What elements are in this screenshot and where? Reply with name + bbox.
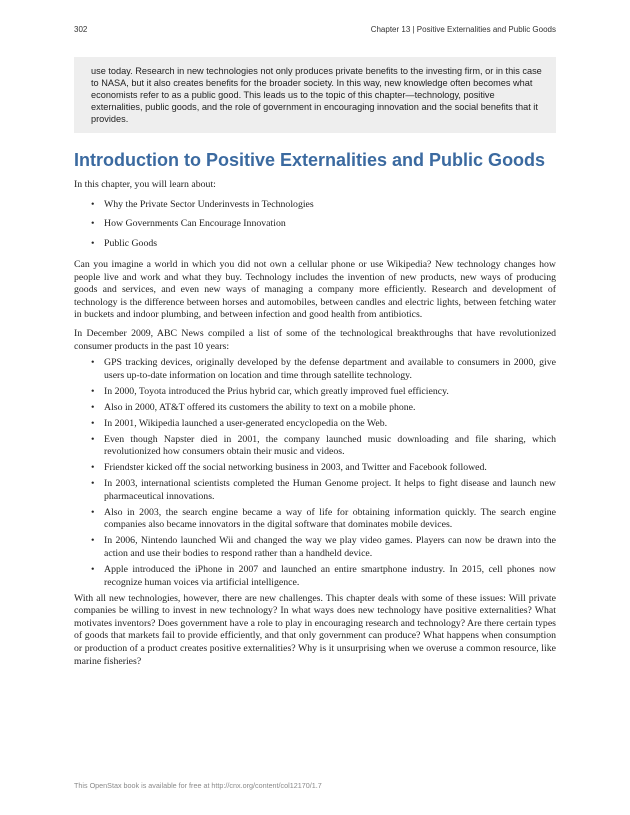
list-item: • GPS tracking devices, originally developed by the defense department and available to consumers in 2000, give users up-to-date information on location and time through satellite technology. [74,357,556,382]
breakthroughs-list [74,357,556,589]
list-item: • In 2006, Nintendo launched Wii and changed the way we play video games. Players can now be drawn into the action and use their bodies to respond rather than a handheld device. [74,535,556,560]
list-item: • In 2001, Wikipedia launched a user-generated encyclopedia on the Web. [74,418,556,431]
running-head: Chapter 13 | Positive Externalities and Public Goods [370,25,556,34]
list-item: • Why the Private Sector Underinvests in Technologies [74,199,556,212]
section-title: Introduction to Positive Externalities and Public Goods [74,150,546,170]
paragraph: In December 2009, ABC News compiled a list of some of the technological breakthroughs that have revolutionized consumer products in the past 10 years: [74,327,556,352]
topics-list [74,199,556,251]
intro-text: In this chapter, you will learn about: [74,179,216,190]
list-item: • Public Goods [74,238,556,251]
footer-note: This OpenStax book is available for free at http://cnx.org/content/col12170/1.7 [74,781,322,790]
list-item: • In 2000, Toyota introduced the Prius hybrid car, which greatly improved fuel efficiency. [74,386,556,399]
list-item: • Friendster kicked off the social networking business in 2003, and Twitter and Facebook followed. [74,462,556,475]
list-item: • Also in 2003, the search engine became a way of life for obtaining information quickly. The search engine companies also became innovators in the digital software that dominates mobile devices. [74,507,556,532]
page-number: 302 [74,25,88,34]
callout-box [74,57,556,133]
list-item: • How Governments Can Encourage Innovation [74,218,556,231]
callout-text: use today. Research in new technologies not only produces private benefits to the investing firm, or in this case to NASA, but it also creates benefits for the broader society. In this way, new knowledge often becomes what economists refer to as a public good. This leads us to the topic of this chapter—technology, positive externalities, public goods, and the role of government in encouraging innovation and the social benefits that it provides. [91,66,542,125]
main-content [74,148,556,668]
list-item: • In 2003, international scientists completed the Human Genome project. It helps to fight disease and launch new pharmaceutical innovations. [74,478,556,503]
paragraph: Can you imagine a world in which you did not own a cellular phone or use Wikipedia? New technology changes how people live and work and what they buy. Technology includes the invention of new products, new ways of producing goods and services, and even new ways of managing a company more efficiently. Research and development of technology is the difference between horses and automobiles, between candles and electric lights, between fetching water in buckets and indoor plumbing, and between infection and good health from antibiotics. [74,258,556,321]
list-item: • Even though Napster died in 2001, the company launched music downloading and file sharing, which revolutionized how consumers obtain their music and videos. [74,434,556,459]
list-item: • Also in 2000, AT&T offered its customers the ability to text on a mobile phone. [74,402,556,415]
paragraph: With all new technologies, however, there are new challenges. This chapter deals with some of these issues: Will private companies be willing to invest in new technology? In what ways does new technology have positive externalities? What motivates inventors? Does government have a role to play in encouraging research and technology? Are there certain types of goods that markets fail to provide efficiently, and that only government can produce? What happens when consumption or production of a product creates positive externalities? Why is it unsurprising when we overuse a common resource, like marine fisheries? [74,592,556,667]
list-item: • Apple introduced the iPhone in 2007 and launched an entire smartphone industry. In 2015, cell phones now recognize human voices via artificial intelligence. [74,564,556,589]
